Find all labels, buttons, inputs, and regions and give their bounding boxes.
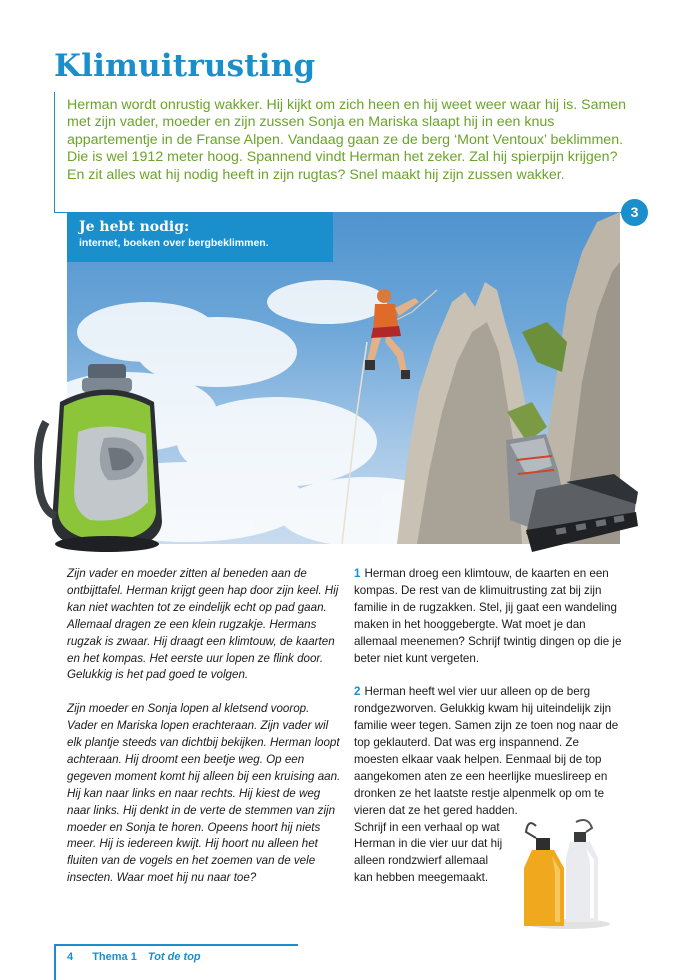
intro-text: Herman wordt onrustig wakker. Hij kijkt om zich heen en hij weet weer waar hij is. Samen met zijn vader, moeder en zijn zussen Sonja en Mariska slaapt hij in een knus appartementje in de Franse Alpen. Vandaag gaan ze de berg ‘Mont Ventoux’ beklimmen. Die is wel 1912 meter hoog. Spannend vindt Herman het zeker. Zal hij spierpijn krijgen? En zit alles wat hij nodig heeft in zijn rugtas? Snel maakt hij zijn zussen wakker. [67,97,627,183]
assignment-number: 1 [354,567,361,580]
story-paragraph-2: Zijn moeder en Sonja lopen al kletsend voorop. Vader en Mariska lopen erachteraan. Zijn vader wil elk plantje steeds van dichtbij bekijken. Herman loopt achteraan. Hij droomt een beetje weg. Op een gegeven moment komt hij alleen bij een kruising aan. Hij kan naar links en naar rechts. Hij kiest de weg naar links. Hij denkt in de verte de stemmen van zijn moeder en Sonja te horen. Opeens hoort hij niets meer. Hij is iedereen kwijt. Hij hoort nu alleen het fluiten van de vogels en het zoemen van de vele insecten. Waar moet hij nu naar toe? [67,702,341,885]
needs-box [67,212,333,262]
footer-line [54,944,298,946]
needs-heading: Je hebt nodig: [79,219,190,235]
theme-label: Thema 1 [92,951,137,963]
assignment-text: Herman heeft wel vier uur alleen op de berg rondgezworven. Gelukkig kwam hij uiteindelijk zijn familie weer tegen. Samen zijn ze toen nog naar de top geklauterd. Dat was erg inspannend. Ze moesten elkaar vaak helpen. Eenmaal bij de top aangekomen aten ze een heerlijke mueslireep en dronken ze het laatste restje alpenmelk op om te vieren dat ze het gered hadden. [354,685,619,817]
needs-list: internet, boeken over bergbeklimmen. [79,237,269,249]
footer [67,950,201,964]
footer-rule [54,944,56,980]
story-paragraph-1: Zijn vader en moeder zitten al beneden aan de ontbijttafel. Herman krijgt geen hap door zijn keel. Hij kan niet wachten tot ze eindelijk echt op pad gaan. Allemaal dragen ze een klein rugzakje. Hermans rugzak is zwaar. Hij draagt een klimtouw, de kaarten en het kompas. Het eerste uur lopen ze flink door. Gelukkig is het pad goed te volgen. [67,567,339,682]
story-column [67,566,342,904]
water-bottle-image [30,362,170,556]
hiking-boot-image [496,430,646,560]
drink-bottles-image [522,818,612,930]
page-number: 4 [67,951,74,963]
assignment-2-task: Schrijf in een verhaal op wat Herman in die vier uur dat hij alleen rondzwierf allemaal kan hebben meegemaakt. [354,820,503,885]
theme-subtitle: Tot de top [147,951,201,963]
page-badge: 3 [621,199,648,226]
assignment-text: Herman droeg een klimtouw, de kaarten en een kompas. De rest van de klimuitrusting zat bij zijn familie in de rugzakken. Stel, jij gaat een wandeling maken in het hooggebergte. Wat moet je dan allemaal meenemen? Schrijf twintig dingen op die je beter niet kunt vergeten. [354,567,622,665]
page-title: Klimuitrusting [54,48,316,84]
assignment-2 [354,684,622,819]
assignment-1 [354,566,622,667]
assignment-number: 2 [354,685,361,699]
